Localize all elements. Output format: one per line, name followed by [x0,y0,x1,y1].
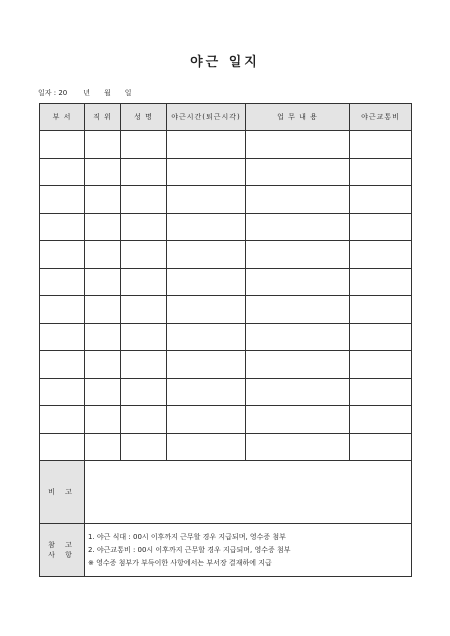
transport-cost-cell[interactable] [350,433,412,461]
position-cell[interactable] [85,158,121,186]
work-content-cell[interactable] [246,323,350,351]
name-cell[interactable] [121,158,167,186]
header-position: 직 위 [85,104,121,131]
department-cell[interactable] [40,268,85,296]
table-row [40,323,412,351]
transport-cost-cell[interactable] [350,158,412,186]
table-row [40,241,412,269]
remarks-label: 비 고 [40,461,85,524]
transport-cost-cell[interactable] [350,296,412,324]
table-row [40,158,412,186]
department-cell[interactable] [40,433,85,461]
header-overtime-hours: 야근시간(퇴근시각) [167,104,246,131]
notes-content [85,524,412,577]
name-cell[interactable] [121,433,167,461]
work-content-cell[interactable] [246,241,350,269]
overtime-hours-cell[interactable] [167,323,246,351]
position-cell[interactable] [85,213,121,241]
work-content-cell[interactable] [246,351,350,379]
position-cell[interactable] [85,268,121,296]
table-row [40,186,412,214]
header-name: 성 명 [121,104,167,131]
table-row [40,351,412,379]
note-receipt: ※ 영수증 첨부가 부득이한 사항에서는 부서장 결재하에 지급 [88,558,272,567]
department-cell[interactable] [40,241,85,269]
transport-cost-cell[interactable] [350,268,412,296]
header-department: 부 서 [40,104,85,131]
work-content-cell[interactable] [246,296,350,324]
name-cell[interactable] [121,241,167,269]
department-cell[interactable] [40,378,85,406]
overtime-log-table [39,103,412,577]
date-month-unit: 월 [104,89,111,97]
name-cell[interactable] [121,213,167,241]
header-work-content: 업 무 내 용 [246,104,350,131]
work-content-cell[interactable] [246,433,350,461]
date-year-unit: 년 [83,89,91,97]
position-cell[interactable] [85,323,121,351]
table-row [40,296,412,324]
overtime-hours-cell[interactable] [167,268,246,296]
table-row [40,433,412,461]
work-content-cell[interactable] [246,406,350,434]
work-content-cell[interactable] [246,378,350,406]
work-content-cell[interactable] [246,213,350,241]
work-content-cell[interactable] [246,186,350,214]
name-cell[interactable] [121,351,167,379]
table-row [40,378,412,406]
work-content-cell[interactable] [246,131,350,159]
date-line [38,88,132,98]
name-cell[interactable] [121,378,167,406]
name-cell[interactable] [121,296,167,324]
department-cell[interactable] [40,158,85,186]
overtime-hours-cell[interactable] [167,241,246,269]
position-cell[interactable] [85,131,121,159]
department-cell[interactable] [40,406,85,434]
notes-row [40,524,412,577]
transport-cost-cell[interactable] [350,378,412,406]
remarks-row [40,461,412,524]
transport-cost-cell[interactable] [350,131,412,159]
overtime-hours-cell[interactable] [167,131,246,159]
department-cell[interactable] [40,296,85,324]
transport-cost-cell[interactable] [350,241,412,269]
department-cell[interactable] [40,131,85,159]
department-cell[interactable] [40,323,85,351]
name-cell[interactable] [121,406,167,434]
name-cell[interactable] [121,268,167,296]
table-row [40,213,412,241]
name-cell[interactable] [121,186,167,214]
name-cell[interactable] [121,323,167,351]
position-cell[interactable] [85,406,121,434]
transport-cost-cell[interactable] [350,213,412,241]
transport-cost-cell[interactable] [350,323,412,351]
date-day-unit: 일 [124,89,132,97]
department-cell[interactable] [40,186,85,214]
table-row [40,268,412,296]
note-meal: 1. 야근 식대 : 00시 이후까지 근무할 경우 지급되며, 영수증 첨부 [88,532,286,541]
department-cell[interactable] [40,213,85,241]
transport-cost-cell[interactable] [350,186,412,214]
name-cell[interactable] [121,131,167,159]
overtime-hours-cell[interactable] [167,213,246,241]
page-title: 야근 일지 [190,55,260,70]
overtime-hours-cell[interactable] [167,433,246,461]
overtime-hours-cell[interactable] [167,406,246,434]
transport-cost-cell[interactable] [350,351,412,379]
header-row [40,104,412,131]
transport-cost-cell[interactable] [350,406,412,434]
position-cell[interactable] [85,241,121,269]
overtime-hours-cell[interactable] [167,158,246,186]
date-label: 일자 : 20 [38,89,68,97]
header-transport-cost: 야근교통비 [350,104,412,131]
table-row [40,131,412,159]
overtime-hours-cell[interactable] [167,351,246,379]
overtime-hours-cell[interactable] [167,296,246,324]
note-transport: 2. 야근교통비 : 00시 이후까지 근무할 경우 지급되며, 영수증 첨부 [88,545,291,554]
position-cell[interactable] [85,296,121,324]
remarks-field[interactable] [85,461,412,524]
overtime-hours-cell[interactable] [167,378,246,406]
notes-label: 참 고 사 항 [40,524,85,577]
work-content-cell[interactable] [246,268,350,296]
table-row [40,406,412,434]
position-cell[interactable] [85,351,121,379]
department-cell[interactable] [40,351,85,379]
position-cell[interactable] [85,378,121,406]
overtime-hours-cell[interactable] [167,186,246,214]
work-content-cell[interactable] [246,158,350,186]
position-cell[interactable] [85,433,121,461]
position-cell[interactable] [85,186,121,214]
